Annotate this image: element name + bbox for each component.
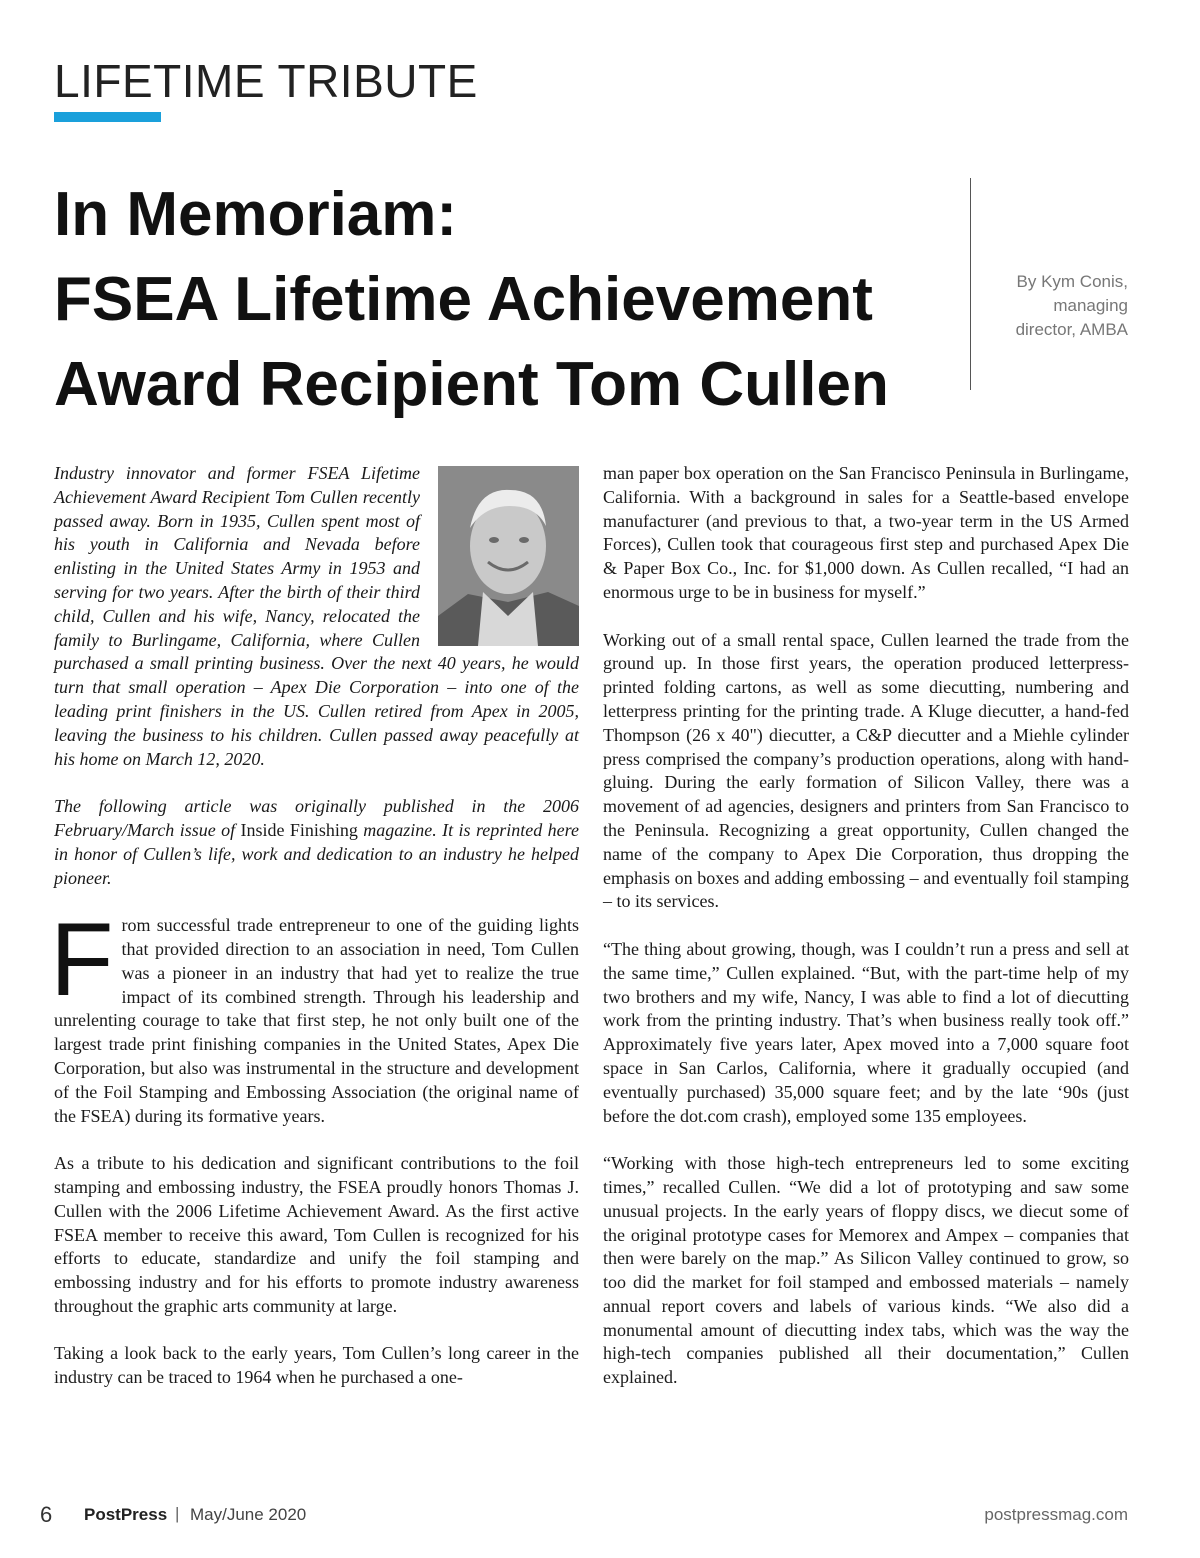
headline-line-2: FSEA Lifetime Achievement bbox=[54, 265, 873, 334]
byline bbox=[985, 270, 1128, 342]
section-accent-bar bbox=[54, 112, 161, 122]
body-paragraph-7: “Working with those high-tech entrepreneurs led to some exciting times,” recalled Cullen. “We did a lot of prototyping and saw some unusual projects. In the early years of floppy discs, we diecut some of the original prototype cases for Memorex and Ampex – companies that then were barely on the map.” As Silicon Valley continued to grow, so too did the market for foil stamped and embossed materials – namely annual report covers and labels of various kinds. “We also did a monumental amount of diecutting index tabs, which was the way the high-tech companies published all their documentation,” Cullen explained. bbox=[603, 1153, 1129, 1388]
portrait-illustration bbox=[438, 466, 579, 646]
right-column bbox=[603, 462, 1129, 1390]
byline-divider bbox=[970, 178, 971, 390]
headline-line-3: Award Recipient Tom Cullen bbox=[54, 350, 889, 419]
footer-website[interactable]: postpressmag.com bbox=[984, 1505, 1128, 1524]
body-paragraph-6: “The thing about growing, though, was I couldn’t run a press and sell at the same time,” Cullen explained. “But, with the part-time help of my two brothers and my wife, Nancy, I was able to find a lot of diecutting work from the printing industry. That’s when business really took off.” Approximately five years later, Apex moved into a 7,000 square foot space in San Carlos, California, where it gradually occupied (and eventually purchased) 35,000 square feet; and by the late ‘90s (just before the dot.com crash), employed some 135 employees. bbox=[603, 938, 1129, 1126]
byline-line-2: managing bbox=[1053, 296, 1128, 315]
page-number: 6 bbox=[40, 1502, 53, 1527]
section-label: LIFETIME TRIBUTE bbox=[54, 55, 478, 107]
left-column bbox=[50, 462, 579, 1390]
publication-name: Inside Finishing bbox=[240, 819, 358, 840]
article-headline bbox=[54, 172, 944, 427]
body-paragraph-4: man paper box operation on the San Francisco Peninsula in Burlingame, California. With a background in sales for a Seattle-based envelope manufacturer (and previous to that, a two-year term in the US Armed Forces), Cullen took that courageous first step and purchased Apex Die & Paper Box Co., Inc. for $1,000 down. As Cullen recalled, “I had an enormous urge to be in business for myself.” bbox=[603, 463, 1129, 602]
body-paragraph-5: Working out of a small rental space, Cullen learned the trade from the ground up. In those first years, the operation produced letterpress-printed folding cartons, as well as some diecutting, numbering and letterpress printing for the printing trade. A Kluge diecutter, a hand-fed Thompson (26 x 40") diecutter, a C&P diecutter and a Miehle cylinder press comprised the company’s production operations, along with hand-gluing. During the early formation of Silicon Valley, there was a movement of ad agencies, designers and printers from San Francisco to the Peninsula. Recognizing a great opportunity, Cullen changed the name of the company to Apex Die Corporation, thus dropping the emphasis on boxes and adding embossing – and eventually foil stamping – to its services. bbox=[603, 629, 1129, 912]
body-paragraph-3: Taking a look back to the early years, Tom Cullen’s long career in the industry can be traced to 1964 when he purchased a one- bbox=[54, 1343, 579, 1388]
portrait-photo bbox=[438, 466, 579, 646]
body-paragraph-2: As a tribute to his dedication and significant contributions to the foil stamping and embossing industry, the FSEA proudly honors Thomas J. Cullen with the 2006 Lifetime Achievement Award. As the first active FSEA member to receive this award, Tom Cullen is recognized for his efforts to educate, standardize and unify the foil stamping and embossing industry and for his efforts to promote industry awareness throughout the graphic arts community at large. bbox=[54, 1153, 579, 1316]
headline-line-1: In Memoriam: bbox=[54, 180, 458, 249]
drop-cap: F bbox=[50, 902, 114, 1019]
intro-paragraph-2 bbox=[54, 795, 579, 890]
byline-line-1: By Kym Conis, bbox=[1016, 272, 1128, 291]
body-paragraph-1-text: rom successful trade entrepreneur to one of the guiding lights that provided direction to an association in need, Tom Cullen was a pioneer in an industry that had yet to realize the true impact of its combined strength. Through his leadership and unrelenting courage to take that first step, he not only built one of the largest trade print finishing companies in the United States, Apex Die Corporation, but also was instrumental in the structure and development of the Foil Stamping and Embossing Association (the original name of the FSEA) during its formative years. bbox=[54, 915, 579, 1126]
body-paragraph-1 bbox=[50, 902, 579, 1128]
intro-text-after: magazine. It is reprinted here in honor of Cullen’s life, work and dedication to an industry he helped pioneer. bbox=[54, 819, 579, 888]
byline-line-3: director, AMBA bbox=[1015, 320, 1128, 339]
intro-text-before: The following article was originally published in the 2006 February/March issue of bbox=[54, 796, 579, 840]
intro-paragraph-1: Industry innovator and former FSEA Lifetime Achievement Award Recipient Tom Cullen recently passed away. Born in 1935, Cullen spent most of his youth in California and Nevada before enlisting in the United States Army in 1953 and serving for two years. After the birth of their third child, Cullen and his wife, Nancy, relocated the family to Burlingame, California, where Cullen purchased a small printing business. Over the next 40 years, he would turn that small operation – Apex Die Corporation – into one of the leading print finishers in the US. Cullen retired from Apex in 2005, leaving the business to his children. Cullen passed away peacefully at his home on March 12, 2020. bbox=[54, 463, 579, 769]
footer-publication: PostPress bbox=[84, 1505, 168, 1524]
footer-issue: May/June 2020 bbox=[190, 1505, 307, 1524]
page-footer bbox=[0, 1502, 1200, 1532]
footer-separator: | bbox=[175, 1504, 180, 1523]
